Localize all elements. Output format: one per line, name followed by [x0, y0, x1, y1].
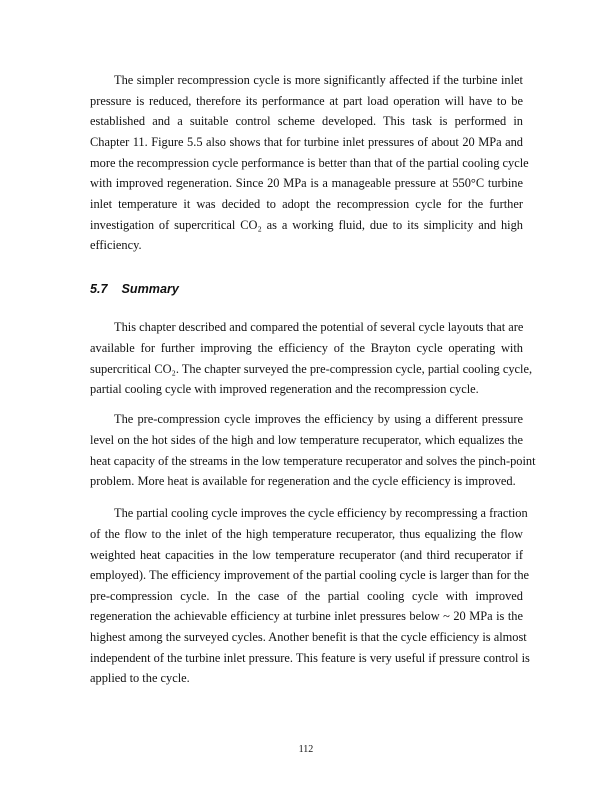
- paragraph-3-line: The pre-compression cycle improves the efficiency by using a different pressure: [114, 412, 523, 426]
- section-number: 5.7: [90, 282, 108, 296]
- paragraph-3-line: heat capacity of the streams in the low temperature recuperator and solves the pinch-point: [90, 454, 536, 468]
- paragraph-1-line: more the recompression cycle performance is better than that of the partial cooling cycle: [90, 156, 529, 170]
- paragraph-1-line: inlet temperature it was decided to adopt the recompression cycle for the further: [90, 197, 523, 211]
- paragraph-1-line: The simpler recompression cycle is more significantly affected if the turbine inlet: [114, 73, 523, 87]
- paragraph-1-line: efficiency.: [90, 238, 142, 252]
- paragraph-3-line: level on the hot sides of the high and low temperature recuperator, which equalizes the: [90, 433, 523, 447]
- section-title: Summary: [121, 282, 179, 296]
- paragraph-4-line: The partial cooling cycle improves the cycle efficiency by recompressing a fraction: [114, 506, 528, 520]
- paragraph-2-line: partial cooling cycle with improved regeneration and the recompression cycle.: [90, 382, 479, 396]
- paragraph-3-line: problem. More heat is available for regeneration and the cycle efficiency is improved.: [90, 474, 516, 488]
- paragraph-4-line: pre-compression cycle. In the case of the partial cooling cycle with improved: [90, 589, 523, 603]
- paragraph-4-line: independent of the turbine inlet pressure. This feature is very useful if pressure control is: [90, 651, 530, 665]
- paragraph-1-line: pressure is reduced, therefore its performance at part load operation will have to be: [90, 94, 523, 108]
- paragraph-4-line: employed). The efficiency improvement of the partial cooling cycle is larger than for the: [90, 568, 530, 582]
- paragraph-4-line: of the flow to the inlet of the high temperature recuperator, thus equalizing the flow: [90, 527, 523, 541]
- paragraph-1-line: established and a suitable control scheme developed. This task is performed in: [90, 114, 523, 128]
- paragraph-4-line: regeneration the achievable efficiency at turbine inlet pressures below ~ 20 MPa is the: [90, 609, 523, 623]
- paragraph-2-line: available for further improving the efficiency of the Brayton cycle operating with: [90, 341, 523, 355]
- paragraph-4-line: highest among the surveyed cycles. Another benefit is that the cycle efficiency is almost: [90, 630, 527, 644]
- paragraph-1-line: investigation of supercritical CO₂ as a working fluid, due to its simplicity and high: [90, 218, 523, 232]
- paragraph-1-line: Chapter 11. Figure 5.5 also shows that for turbine inlet pressures of about 20 MPa and: [90, 135, 523, 149]
- section-heading: [90, 282, 179, 296]
- paragraph-2-line: supercritical CO₂. The chapter surveyed the pre-compression cycle, partial cooling cycle,: [90, 362, 533, 376]
- paragraph-2-line: This chapter described and compared the potential of several cycle layouts that are: [114, 320, 524, 334]
- page-number: 112: [298, 744, 314, 755]
- paragraph-4-line: applied to the cycle.: [90, 671, 190, 685]
- paragraph-1-line: with improved regeneration. Since 20 MPa is a manageable pressure at 550°C turbine: [90, 176, 523, 190]
- paragraph-4-line: weighted heat capacities in the low temperature recuperator (and third recuperator if: [90, 548, 523, 562]
